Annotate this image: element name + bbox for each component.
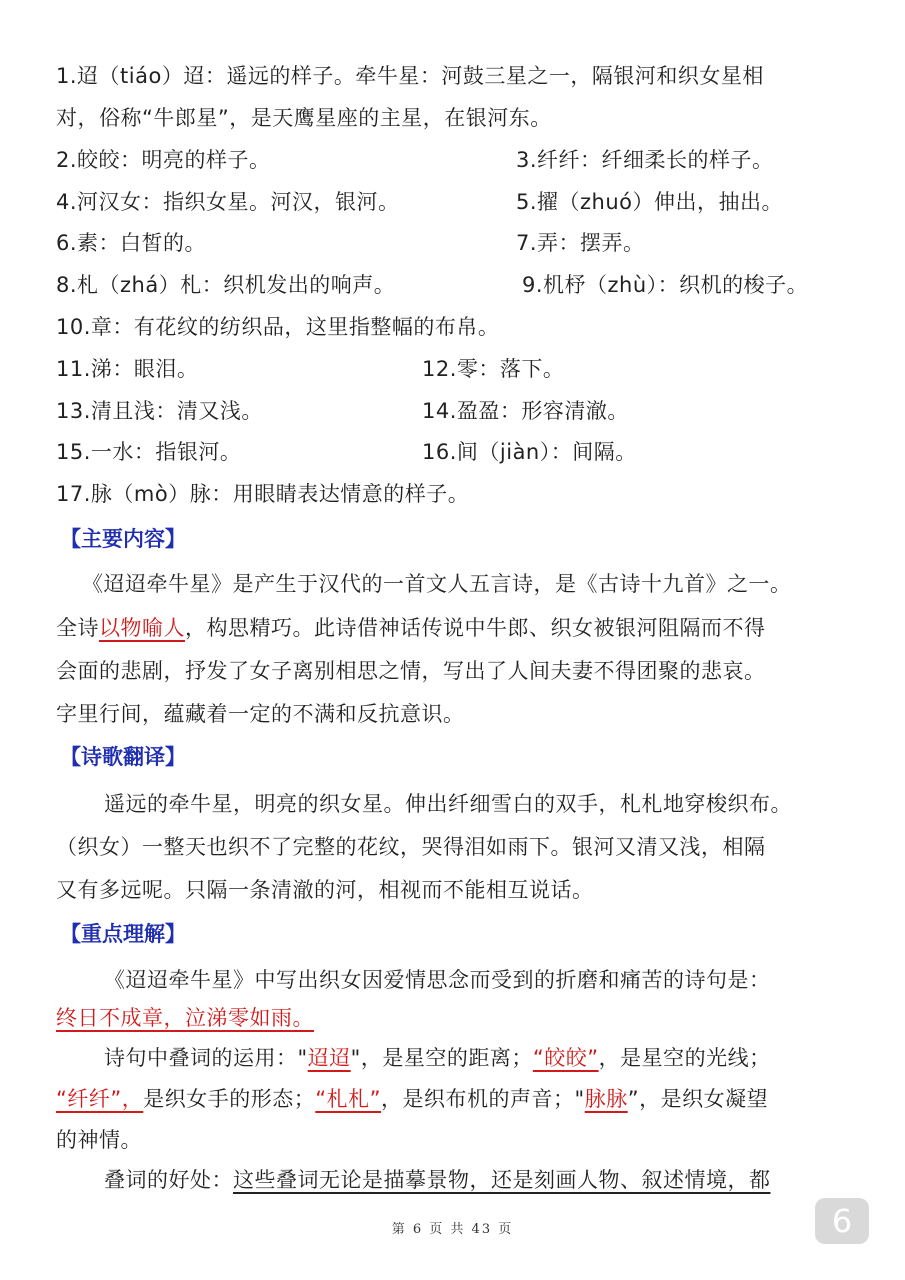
note-5: 5.擢（zhuó）伸出，抽出。 — [516, 190, 784, 214]
key-points-line-1: 《迢迢牵牛星》中写出织女因爱情思念而受到的折磨和痛苦的诗句是： — [104, 968, 771, 992]
note-15: 15.一水：指银河。 — [56, 440, 242, 464]
key-poem-line: 终日不成章，泣涕零如雨。 — [56, 1006, 314, 1030]
translation-line-2: （织女）一整天也织不了完整的花纹，哭得泪如雨下。银河又清又浅，相隔 — [56, 835, 766, 859]
key-points-line-4 — [56, 1085, 856, 1113]
key-points-line-3 — [104, 1044, 904, 1072]
text: ，构思精巧。此诗借神话传说中牛郎、织女被银河阻隔而不得 — [185, 616, 766, 640]
note-2: 2.皎皎：明亮的样子。 — [56, 148, 271, 172]
translation-heading: 【诗歌翻译】 — [60, 745, 186, 769]
text: 诗句中叠词的运用：" — [104, 1046, 308, 1070]
reduplication-xianxian: “纤纤”， — [56, 1087, 144, 1111]
translation-line-1: 遥远的牵牛星，明亮的织女星。伸出纤细雪白的双手，札札地穿梭织布。 — [104, 792, 792, 816]
reduplication-zhazha: “札札” — [315, 1087, 382, 1111]
key-points-line-5: 的神情。 — [56, 1128, 142, 1152]
note-14: 14.盈盈：形容清澈。 — [422, 399, 629, 423]
translation-line-3: 又有多远呢。只隔一条清澈的河，相视而不能相互说话。 — [56, 878, 594, 902]
text: 叠词的好处： — [104, 1168, 233, 1192]
text: "，是星空的距离； — [350, 1046, 533, 1070]
note-1-line-2: 对，俗称“牛郎星”，是天鹰星座的主星，在银河东。 — [56, 106, 552, 130]
main-content-line-2 — [56, 614, 856, 642]
note-13: 13.清且浅：清又浅。 — [56, 399, 263, 423]
main-content-line-1: 《迢迢牵牛星》是产生于汉代的一首文人五言诗，是《古诗十九首》之一。 — [82, 572, 792, 596]
reduplication-momo: 脉脉 — [584, 1087, 628, 1111]
page-footer: 第 6 页 共 43 页 — [391, 1222, 514, 1237]
reduplication-jiaojiao: “皎皎” — [532, 1046, 599, 1070]
note-10: 10.章：有花纹的纺织品，这里指整幅的布帛。 — [56, 315, 500, 339]
text: ，是星空的光线； — [598, 1046, 771, 1070]
note-3: 3.纤纤：纤细柔长的样子。 — [516, 148, 774, 172]
note-4: 4.河汉女：指织女星。河汉，银河。 — [56, 190, 400, 214]
note-7: 7.弄：摆弄。 — [516, 231, 645, 255]
text: 全诗 — [56, 616, 99, 640]
note-12: 12.零：落下。 — [422, 357, 565, 381]
text: ，是织布机的声音；" — [381, 1087, 585, 1111]
text: 是织女手的形态； — [143, 1087, 316, 1111]
key-points-line-6 — [104, 1166, 904, 1194]
key-points-heading: 【重点理解】 — [60, 922, 186, 946]
note-6: 6.素：白皙的。 — [56, 231, 207, 255]
note-16: 16.间（jiàn）：间隔。 — [422, 440, 637, 464]
note-9: 9.机杼（zhù）：织机的梭子。 — [522, 273, 809, 297]
note-8: 8.札（zhá）札：织机发出的响声。 — [56, 273, 396, 297]
note-1-line-1: 1.迢（tiáo）迢：遥远的样子。牵牛星：河鼓三星之一，隔银河和织女星相 — [56, 64, 764, 88]
main-content-line-4: 字里行间，蕴藏着一定的不满和反抗意识。 — [56, 702, 465, 726]
benefit-text: 这些叠词无论是描摹景物，还是刻画人物、叙述情境，都 — [233, 1168, 771, 1192]
text: ”，是织女凝望 — [627, 1087, 769, 1111]
highlight-metaphor: 以物喻人 — [99, 616, 185, 640]
reduplication-tiaotiao: 迢迢 — [307, 1046, 351, 1070]
main-content-line-3: 会面的悲剧，抒发了女子离别相思之情，写出了人间夫妻不得团聚的悲哀。 — [56, 659, 766, 683]
note-11: 11.涕：眼泪。 — [56, 357, 199, 381]
page-number-badge: 6 — [815, 1198, 869, 1244]
main-content-heading: 【主要内容】 — [60, 527, 186, 551]
note-17: 17.脉（mò）脉：用眼睛表达情意的样子。 — [56, 482, 470, 506]
key-points-line-2 — [56, 1004, 856, 1032]
